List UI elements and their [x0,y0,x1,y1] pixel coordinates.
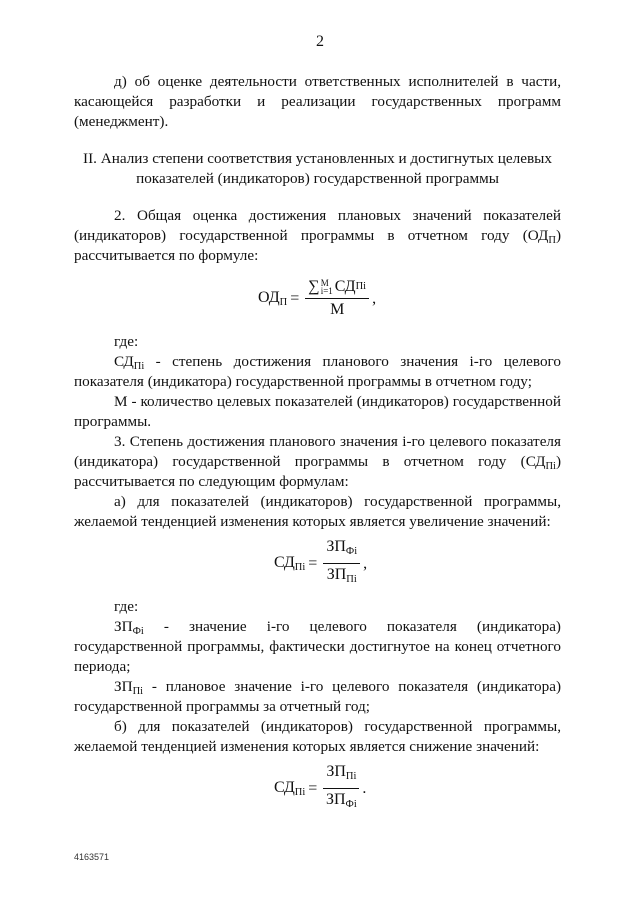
formula-od: $ОД_П$ = ∑ M i=1 СД Пi M , [258,278,377,318]
definition-m-line2: программы. [74,413,152,430]
item-b-line2: желаемой тенденцией изменения которых является снижение значений: [74,738,540,755]
definition-zpf-line2: государственной программы, фактически достигнутое на конец отчетного [74,638,561,655]
definition-sd-line1: $СД_{Пi}$ - степень достижения планового значения i-го целевого [114,353,561,372]
where-label-1: где: [114,333,139,350]
paragraph-2-line3: рассчитывается по формуле: [74,247,259,264]
definition-zpf-line3: периода; [74,658,131,675]
where-label-2: где: [114,598,139,615]
section-title-line1: II. Анализ степени соответствия установленных и достигнутых целевых [83,150,552,167]
paragraph-3-line3: рассчитывается по следующим формулам: [74,473,349,490]
paragraph-2-line2: (индикаторов) государственной программы в отчетном году $(ОД_П)$ [74,227,561,246]
definition-zpp-line1: $ЗП_{Пi}$ - плановое значение i-го целевого показателя (индикатора) [114,678,561,697]
paragraph-3-line1: 3. Степень достижения планового значения i-го целевого показателя [114,433,561,450]
paragraph-d-line1: д) об оценке деятельности ответственных исполнителей в части, [114,73,561,90]
section-title-line2: показателей (индикаторов) государственной программы [136,170,499,187]
formula-od-fraction: ∑ M i=1 СД Пi M [305,278,369,319]
page-number: 2 [316,33,324,50]
document-code: 4163571 [74,852,110,862]
item-b-line1: б) для показателей (индикаторов) государственной программы, [114,718,561,735]
formula-sd-decrease-fraction: $\frac{ЗП_{Пi}}{ЗП_{Фi}}$ [323,763,359,814]
sum-symbol: ∑ [308,278,320,295]
item-a-line2: желаемой тенденцией изменения которых является увеличение значений: [74,513,551,530]
definition-zpf-line1: $ЗП_{Фi}$ - значение i-го целевого показателя (индикатора) [114,618,561,637]
definition-sd-line2: показателя (индикатора) государственной программы в отчетном году; [74,373,532,390]
paragraph-2-line1: 2. Общая оценка достижения плановых значений показателей [114,207,561,224]
formula-sd-decrease: $СД_{Пi}$ = $\frac{ЗП_{Пi}}{ЗП_{Фi}}$ . [274,763,366,814]
formula-sd-increase-fraction: $\frac{ЗП_{Фi}}{ЗП_{Пi}}$ [323,538,360,589]
paragraph-d-line2: касающейся разработки и реализации государственных программ [74,93,561,110]
formula-od-lhs: $ОД_П$ [258,289,288,308]
definition-zpp-line2: государственной программы за отчетный год; [74,698,370,715]
formula-sd-increase: $СД_{Пi}$ = $\frac{ЗП_{Фi}}{ЗП_{Пi}}$ , [274,538,367,589]
definition-m-line1: M - количество целевых показателей (индикаторов) государственной [114,393,561,410]
item-a-line1: а) для показателей (индикаторов) государственной программы, [114,493,561,510]
paragraph-3-line2: (индикатора) государственной программы в отчетном году $(СД_{Пi})$ [74,453,561,472]
paragraph-d-line3: (менеджмент). [74,113,169,130]
